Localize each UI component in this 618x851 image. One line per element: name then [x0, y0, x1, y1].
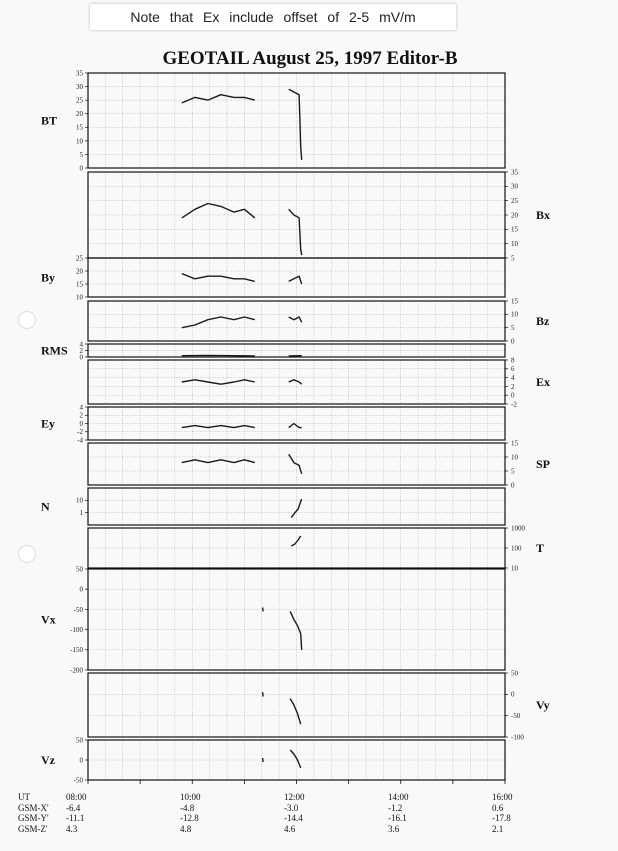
y-tick-label: 10 [511, 240, 518, 249]
y-tick-label: -2 [77, 428, 83, 437]
footer-value: 08:00 [66, 792, 87, 802]
y-tick-label: 25 [76, 254, 83, 263]
footer-row-label: GSM-Y' [18, 813, 49, 823]
y-tick-label: 20 [76, 110, 83, 119]
panel-bx [88, 168, 550, 262]
data-trace [289, 276, 302, 284]
footer-value: -14.4 [284, 813, 303, 823]
footer-row [18, 803, 618, 814]
panel-label: RMS [41, 343, 68, 358]
data-trace [182, 274, 255, 282]
y-tick-label: 4 [79, 403, 83, 412]
data-trace [290, 611, 302, 649]
y-tick-label: 20 [511, 211, 518, 220]
footer-value: 4.8 [180, 823, 192, 834]
y-tick-label: 10 [76, 137, 83, 146]
data-trace [290, 699, 301, 725]
data-trace [289, 209, 302, 255]
y-tick-label: 5 [511, 254, 515, 263]
chart-title: GEOTAIL August 25, 1997 Editor-B [162, 48, 458, 69]
y-tick-label: 1 [79, 509, 83, 518]
y-tick-label: 4 [79, 340, 83, 349]
y-tick-label: 25 [511, 197, 518, 206]
footer-row-label: GSM-X' [18, 802, 49, 813]
y-tick-label: 5 [511, 467, 515, 476]
y-tick-label: 10 [76, 293, 83, 302]
data-trace [182, 317, 255, 328]
panel-bt [41, 69, 505, 172]
y-tick-label: 15 [511, 297, 518, 306]
y-tick-label: 15 [511, 439, 518, 448]
y-tick-label: 10 [511, 453, 518, 462]
data-trace [291, 536, 300, 546]
footer-value: -6.4 [66, 802, 81, 813]
panel-vx [41, 565, 505, 674]
data-trace [182, 380, 255, 384]
data-trace [182, 204, 255, 218]
footer-value: -11.1 [66, 813, 85, 823]
footer-value: 12:00 [284, 792, 305, 802]
y-tick-label: 50 [76, 736, 83, 745]
data-trace [182, 460, 255, 463]
footer-row-label: GSM-Z' [18, 823, 48, 834]
y-tick-label: 0 [511, 337, 515, 346]
panel-label: Vx [41, 612, 56, 627]
y-tick-label: -50 [73, 605, 83, 614]
panel-n [41, 488, 505, 525]
panel-ey [41, 403, 505, 444]
panel-rms [41, 340, 505, 361]
y-tick-label: 0 [511, 690, 515, 699]
panel-ex [88, 356, 550, 408]
data-trace [182, 426, 255, 428]
panel-vz [41, 736, 505, 784]
y-tick-label: 35 [511, 168, 518, 177]
note-strip: Note that Ex include offset of 2-5 mV/m [90, 4, 456, 30]
panel-label: T [536, 541, 545, 555]
y-tick-label: 0 [79, 585, 83, 594]
y-tick-label: -2 [511, 400, 517, 409]
footer-row-label: UT [18, 792, 30, 802]
panel-label: BT [41, 113, 58, 128]
y-tick-label: -200 [70, 666, 83, 675]
y-tick-label: 0 [511, 481, 515, 490]
y-tick-label: 15 [76, 123, 83, 132]
y-tick-label: 30 [511, 182, 518, 191]
y-tick-label: 0 [511, 391, 515, 400]
footer-value: -17.8 [492, 813, 511, 823]
footer-value: 4.6 [284, 823, 296, 834]
data-trace [290, 750, 301, 768]
panel-label: Ex [536, 375, 551, 389]
y-tick-label: 15 [511, 225, 518, 234]
y-tick-label: 0 [79, 164, 83, 173]
panel-by [41, 254, 505, 301]
panel-label: By [41, 270, 56, 285]
data-trace [289, 424, 302, 428]
data-trace [263, 692, 264, 696]
y-tick-label: 50 [76, 565, 83, 574]
y-tick-label: 25 [76, 96, 83, 105]
data-trace [289, 317, 302, 322]
footer-value: -4.8 [180, 802, 195, 813]
data-trace [182, 95, 255, 103]
y-tick-label: 8 [511, 356, 515, 365]
y-tick-label: 100 [511, 544, 522, 553]
panel-vy [88, 669, 550, 741]
panel-label: Ey [41, 416, 56, 431]
y-tick-label: 0 [79, 353, 83, 362]
y-tick-label: 15 [76, 280, 83, 289]
y-tick-label: -100 [70, 626, 83, 634]
panel-label: Bx [536, 208, 551, 222]
data-trace [289, 380, 302, 384]
y-tick-label: 2 [79, 411, 83, 420]
panel-bz [88, 297, 550, 345]
y-tick-label: 10 [511, 564, 518, 573]
y-tick-label: 5 [79, 150, 83, 159]
y-tick-label: 0 [79, 419, 83, 428]
data-trace [289, 454, 302, 474]
footer-value: -1.2 [388, 802, 403, 813]
y-tick-label: 6 [511, 365, 515, 374]
panel-sp [88, 439, 550, 489]
y-tick-label: -50 [73, 776, 83, 785]
panel-t [88, 524, 544, 572]
footer-value: 4.3 [66, 823, 78, 834]
y-tick-label: 5 [511, 324, 515, 333]
footer-value: 14:00 [388, 792, 409, 802]
footer-value: 2.1 [492, 823, 504, 834]
data-trace [289, 89, 302, 160]
y-tick-label: 30 [76, 82, 83, 91]
y-tick-label: 2 [511, 382, 515, 391]
footer-row [18, 792, 618, 803]
data-trace [263, 607, 264, 611]
footer-value: 0.6 [492, 802, 504, 813]
y-tick-label: -150 [70, 646, 83, 655]
y-tick-label: 50 [511, 669, 518, 678]
y-tick-label: 1000 [511, 524, 525, 533]
y-tick-label: 10 [76, 496, 83, 505]
footer-value: -3.0 [284, 802, 299, 813]
y-tick-label: -50 [511, 712, 521, 721]
y-tick-label: 0 [79, 756, 83, 765]
data-trace [263, 758, 264, 762]
y-tick-label: 20 [76, 267, 83, 276]
footer-value: -12.8 [180, 813, 199, 823]
y-tick-label: 2 [79, 346, 83, 355]
panel-label: Vy [536, 698, 550, 712]
footer-value: 16:00 [492, 792, 513, 802]
footer-row [18, 824, 618, 835]
data-trace [182, 355, 255, 356]
panel-label: Vz [41, 753, 55, 767]
y-tick-label: 10 [511, 310, 518, 319]
footer-value: 10:00 [180, 792, 201, 802]
footer-value: -16.1 [388, 813, 407, 823]
y-tick-label: 35 [76, 69, 83, 78]
y-tick-label: 4 [511, 374, 515, 382]
y-tick-label: -4 [77, 436, 83, 445]
y-tick-label: -100 [511, 733, 524, 742]
panel-label: SP [536, 457, 551, 471]
panel-label: Bz [536, 314, 550, 328]
footer-row [18, 813, 618, 824]
footer-value: 3.6 [388, 823, 400, 834]
panel-label: N [41, 499, 50, 514]
footer-table [18, 792, 618, 842]
